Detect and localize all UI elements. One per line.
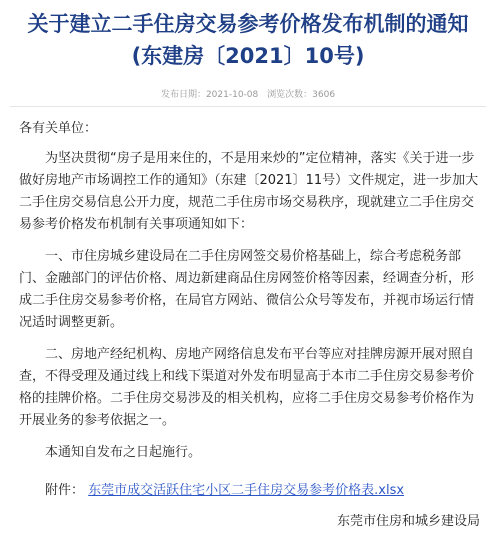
attachment-link[interactable]: 东莞市成交活跃住宅小区二手住房交易参考价格表.xlsx xyxy=(88,483,405,498)
notice-body xyxy=(19,118,479,474)
attachment xyxy=(45,481,404,501)
issuing-authority: 东莞市住房和城乡建设局 xyxy=(336,514,480,529)
body-paragraph-intro: 为坚决贯彻“房子是用来住的，不是用来炒的”定位精神，落实《关于进一步做好房地产市场调控工作的通知》（东建〔2021〕11号）文件规定，进一步加大二手住房交易信息公开力度，规范二手住房市场交易秩序，现就建立二手住房交易参考价格发布机制有关事项通知如下： xyxy=(19,151,479,232)
notice-title: 关于建立二手住房交易参考价格发布机制的通知 xyxy=(27,12,469,36)
body-paragraph-item-2: 二、房地产经纪机构、房地产网络信息发布平台等应对挂牌房源开展对照自查，不得受理及通过线上和线下渠道对外发布明显高于本市二手住房交易参考价格的挂牌价格。二手住房交易涉及的相关机构，应将二手住房交易参考价格作为开展业务的参考依据之一。 xyxy=(19,347,475,428)
body-paragraph-item-1: 一、市住房城乡建设局在二手住房网签交易价格基础上，综合考虑税务部门、金融部门的评估价格、周边新建商品住房网签价格等因素，经调查分析，形成二手住房交易参考价格，在局官方网站、微信公众号等发布，并视市场运行情况适时调整更新。 xyxy=(19,249,475,330)
attachment-label: 附件： xyxy=(45,483,85,498)
view-count: 浏览次数：3606 xyxy=(267,90,336,100)
salutation: 各有关单位： xyxy=(19,121,98,136)
notice-meta xyxy=(0,87,496,100)
header-divider xyxy=(10,106,486,107)
publish-date: 发布日期：2021-10-08 xyxy=(160,90,259,100)
notice-document-number: (东建房〔2021〕10号) xyxy=(131,44,365,68)
body-paragraph-effective: 本通知自发布之日起施行。 xyxy=(45,445,202,460)
